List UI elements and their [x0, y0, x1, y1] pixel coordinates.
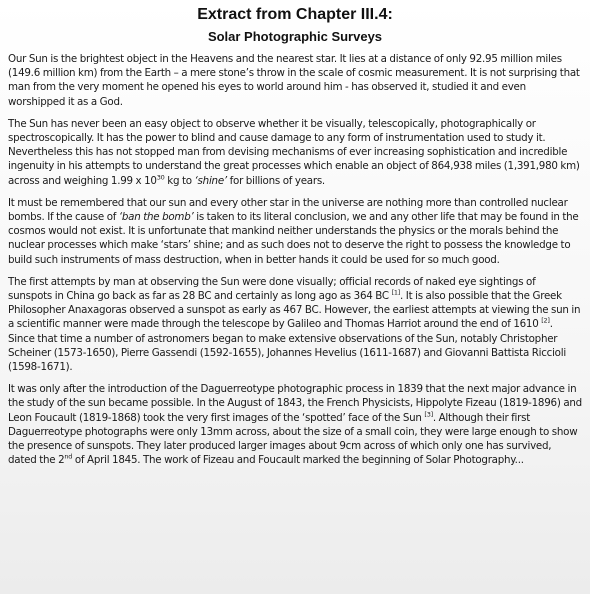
paragraph-5: [8, 382, 582, 467]
paragraph-2-text-c: for billions of years.: [226, 174, 325, 187]
paragraph-2-text-a: The Sun has never been an easy object to observe whether it be visually, telescopically, photographically or spectroscopically. It has the power to blind and cause damage to any form of instrumentation used to study it. Nevertheless this has not stopped man from devising mechanisms of ever increasing sophistication and incredible ingenuity in his attempts to understand the great processes which enable an object of 864,938 miles (1,391,980 km) across and weighing 1.99 x 10: [8, 117, 580, 187]
reference-1: [1]: [391, 288, 401, 297]
chapter-title: Extract from Chapter III.4:: [197, 6, 393, 23]
reference-3: [3]: [424, 410, 433, 419]
paragraph-4: [8, 275, 582, 374]
ban-the-bomb-emphasis: ‘ban the bomb’: [118, 211, 194, 224]
paragraph-4-text-c: . Since that time a number of astronomers began to make extensive observations of the Sun, notably Christopher Scheiner (1573-1650), Pierre Gassendi (1592-1655), Johannes Hevelius (1611-1687) and Giovanni Battista Riccioli (1598-1671).: [8, 318, 566, 374]
paragraph-3: [8, 196, 582, 267]
exponent-30: 30: [156, 173, 165, 182]
paragraph-5-text-b: . Although their first Daguerreotype photographs were only 13mm across, about the size of a small coin, they were large enough to show the presence of sunspots. They later produced larger images about 9cm across of which only one has survived, dated the 2: [8, 411, 578, 467]
article-body: [8, 52, 582, 467]
paragraph-5-text-a: It was only after the introduction of the Daguerreotype photographic process in 1839 that the next major advance in the study of the sun became possible. In the August of 1843, the French Physicists, Hippolyte Fizeau (1819-1896) and Leon Foucault (1819-1868) took the very first images of the ‘spotted’ face of the Sun: [8, 383, 582, 424]
reference-2: [2]: [541, 317, 550, 326]
paragraph-3-text-a: It must be remembered that our sun and every other star in the universe are nothing more than controlled nuclear bombs. If the cause of: [8, 196, 568, 224]
paragraph-4-text-b: . It is also possible that the Greek Philosopher Anaxagoras observed a sunspot as early as 467 BC. However, the earliest attempts at viewing the sun in a scientific manner were made through the telescope by Galileo and Thomas Harriot around the end of 1610: [8, 290, 581, 331]
paragraph-4-text-a: The first attempts by man at observing the Sun were done visually; official records of naked eye sightings of sunspots in China go back as far as 28 BC and certainly as long ago as 364 BC: [8, 275, 536, 303]
ordinal-suffix: nd: [64, 452, 73, 461]
paragraph-3-text-b: is taken to its literal conclusion, we and any other life that may be found in the cosmos would not exist. It is unfortunate that mankind neither understands the physics or the morals behind the nuclear processes which make ‘stars’ shine; and as such does not to deserve the right to possess the knowledge to build such instruments of mass destruction, when in better hands it could be used for so much good.: [8, 211, 579, 266]
paragraph-2-text-b: kg to: [164, 174, 195, 187]
section-subtitle: Solar Photographic Surveys: [207, 29, 383, 44]
paragraph-5-text-c: of April 1845. The work of Fizeau and Foucault marked the beginning of Solar Photography...: [72, 454, 524, 467]
paragraph-2: [8, 117, 582, 188]
shine-emphasis: ‘shine’: [194, 174, 227, 187]
paragraph-1-text: Our Sun is the brightest object in the Heavens and the nearest star. It lies at a distance of only 92.95 million miles (149.6 million km) from the Earth – a mere stone’s throw in the scale of cosmic measurement. It is not surprising that man from the very moment he opened his eyes to world around him - has observed it, studied it and even worshipped it as a God.: [8, 53, 580, 108]
paragraph-1: [8, 52, 582, 109]
